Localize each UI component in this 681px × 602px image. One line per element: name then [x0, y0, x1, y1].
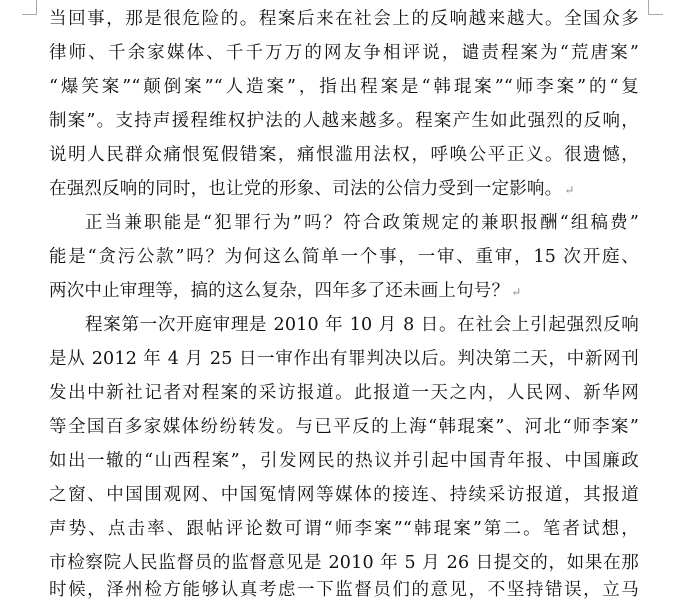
text-line: 在强烈反响的同时，也让党的形象、司法的公信力受到一定影响。: [49, 179, 563, 199]
text-line: 是从 2012 年 4 月 25 日一审作出有罪判决以后。判决第二天，中新网刊: [49, 349, 639, 369]
text-line: 发出中新社记者对程案的采访报道。此报道一天之内，人民网、新华网: [49, 383, 639, 403]
text-line: “爆笑案”“颠倒案”“人造案”，指出程案是“韩琨案”“师李案”的“复: [49, 77, 639, 97]
text-line: 声势、点击率、跟帖评论数可谓“师李案”“韩琨案”第二。笔者试想，: [49, 519, 639, 539]
text-line: 时候，泽州检方能够认真考虑一下监督员们的意见，不坚持错误，立马: [49, 580, 639, 600]
page-corner-mark-right: [648, 0, 663, 15]
text-line: 律师、千余家媒体、千千万万的网友争相评说，谴责程案为“荒唐案”: [49, 43, 639, 63]
text-line: 市检察院人民监督员的监督意见是 2010 年 5 月 26 日提交的，如果在那: [49, 553, 639, 573]
page-corner-mark-left: [22, 0, 37, 15]
text-line: 之窗、中国围观网、中国冤情网等媒体的接连、持续采访报道，其报道: [49, 485, 639, 505]
text-line: 两次中止审理等，搞的这么复杂，四年多了还未画上句号？: [49, 281, 510, 301]
text-line: 当回事，那是很危险的。程案后来在社会上的反响越来越大。全国众多: [49, 9, 639, 29]
text-line: 等全国百多家媒体纷纷转发。与已平反的上海“韩琨案”、河北“师李案”: [49, 417, 639, 437]
text-line-last: [49, 177, 639, 201]
text-line: 说明人民群众痛恨冤假错案，痛恨滥用法权，呼唤公平正义。很遗憾，: [49, 145, 639, 165]
text-line-last: [49, 279, 639, 303]
text-line: 如出一辙的“山西程案”，引发网民的热议并引起中国青年报、中国廉政: [49, 451, 639, 471]
paragraph-mark-icon: ↵: [564, 183, 575, 197]
text-line: 制案”。支持声援程维权护法的人越来越多。程案产生如此强烈的反响，: [49, 111, 639, 131]
text-line: 能是“贪污公款”吗？为何这么简单一个事，一审、重审，15 次开庭、: [49, 247, 639, 267]
text-line: 正当兼职能是“犯罪行为”吗？符合政策规定的兼职报酬“组稿费”: [85, 213, 639, 233]
paragraph-mark-icon: ↵: [511, 285, 522, 299]
text-line: 程案第一次开庭审理是 2010 年 10 月 8 日。在社会上引起强烈反响: [85, 315, 639, 335]
